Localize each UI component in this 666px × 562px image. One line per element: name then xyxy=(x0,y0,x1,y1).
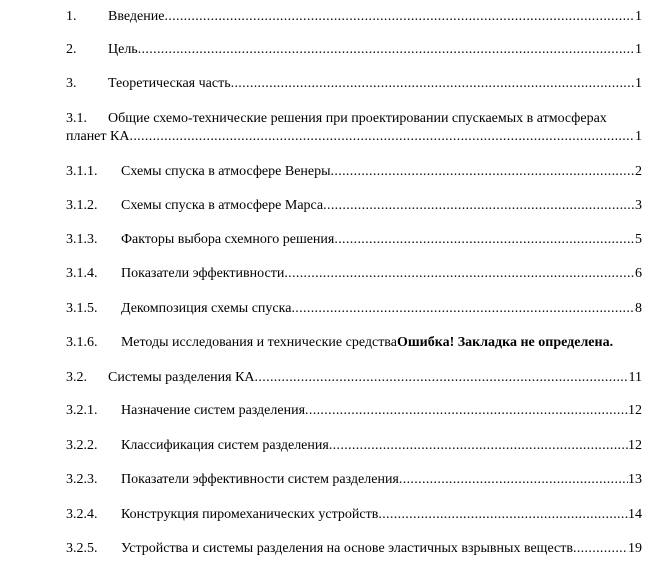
toc-entry-2[interactable] xyxy=(66,41,642,58)
toc-title: Устройства и системы разделения на основе эластичных взрывных веществ xyxy=(121,541,573,556)
toc-leader xyxy=(231,75,635,92)
toc-entry-3-1-3[interactable] xyxy=(66,231,642,248)
toc-entry-3[interactable] xyxy=(66,75,642,92)
toc-title: Назначение систем разделения xyxy=(121,403,306,418)
toc-entry-3-2-3[interactable] xyxy=(66,471,642,488)
toc-leader xyxy=(329,437,628,454)
toc-number: 3.1.4. xyxy=(66,266,98,281)
toc-entry-3-2-5[interactable] xyxy=(66,540,642,557)
toc-page-number: 13 xyxy=(628,472,642,487)
toc-page-number: 8 xyxy=(635,301,642,316)
toc-title: Общие схемо-технические решения при проектировании спускаемых в атмосферах xyxy=(108,111,607,126)
toc-number: 3.1.6. xyxy=(66,335,98,350)
toc-page-number: 1 xyxy=(635,129,642,144)
toc-number: 3.2.5. xyxy=(66,541,98,556)
toc-leader xyxy=(334,231,635,248)
toc-leader xyxy=(284,265,635,282)
toc-title-continuation: планет КА xyxy=(66,129,130,144)
toc-page-number: 3 xyxy=(635,198,642,213)
toc-title-first-line xyxy=(66,110,642,127)
toc-leader xyxy=(331,163,635,180)
toc-title: Классификация систем разделения xyxy=(121,438,329,453)
toc-entry-3-1-1[interactable] xyxy=(66,163,642,180)
toc-number: 3. xyxy=(66,76,77,91)
toc-title: Конструкция пиромеханических устройств xyxy=(121,507,379,522)
toc-entry-3-2[interactable] xyxy=(66,369,642,386)
toc-leader xyxy=(291,300,635,317)
toc-entry-3-1-2[interactable] xyxy=(66,197,642,214)
toc-leader xyxy=(573,540,628,557)
toc-entry-3-2-4[interactable] xyxy=(66,506,642,523)
toc-number: 3.1.3. xyxy=(66,232,98,247)
toc-leader xyxy=(305,402,628,419)
toc-leader xyxy=(164,8,635,25)
toc-entry-3-1-6[interactable] xyxy=(66,334,642,351)
toc-bookmark-error: Ошибка! Закладка не определена. xyxy=(396,335,614,350)
toc-page-number: 2 xyxy=(635,164,642,179)
toc-page-number: 1 xyxy=(635,42,642,57)
toc-number: 3.1. xyxy=(66,111,87,126)
toc-page-number: 6 xyxy=(635,266,642,281)
toc-leader xyxy=(138,41,635,58)
toc-leader xyxy=(399,471,628,488)
toc-entry-3-1-4[interactable] xyxy=(66,265,642,282)
toc-page-number: 12 xyxy=(628,403,642,418)
toc-entry-3-1[interactable] xyxy=(66,110,642,145)
toc-title: Показатели эффективности xyxy=(121,266,285,281)
toc-page-number: 5 xyxy=(635,232,642,247)
toc-page-number: 12 xyxy=(628,438,642,453)
toc-title: Схемы спуска в атмосфере Марса xyxy=(121,198,324,213)
toc-entry-3-2-1[interactable] xyxy=(66,402,642,419)
toc-title: Введение xyxy=(108,9,165,24)
toc-page-number: 11 xyxy=(628,370,642,385)
toc-page-number: 19 xyxy=(628,541,642,556)
toc-number: 3.1.2. xyxy=(66,198,98,213)
toc-leader xyxy=(378,506,628,523)
toc-title-second-line xyxy=(66,128,642,145)
toc-title: Декомпозиция схемы спуска xyxy=(121,301,292,316)
toc-leader xyxy=(129,128,635,145)
toc-page-number: 1 xyxy=(635,76,642,91)
toc-title: Цель xyxy=(108,42,138,57)
toc-number: 3.2.3. xyxy=(66,472,98,487)
toc-entry-3-2-2[interactable] xyxy=(66,437,642,454)
toc-title: Показатели эффективности систем разделения xyxy=(121,472,399,487)
toc-title: Факторы выбора схемного решения xyxy=(121,232,335,247)
toc-number: 3.2.1. xyxy=(66,403,98,418)
toc-entry-1[interactable] xyxy=(66,8,642,25)
toc-title: Системы разделения КА xyxy=(108,370,255,385)
toc-leader xyxy=(323,197,635,214)
toc-title: Теоретическая часть xyxy=(108,76,231,91)
toc-page-number: 14 xyxy=(628,507,642,522)
toc-page-number: 1 xyxy=(635,9,642,24)
toc-title: Схемы спуска в атмосфере Венеры xyxy=(121,164,331,179)
toc-number: 3.1.1. xyxy=(66,164,98,179)
toc-number: 3.1.5. xyxy=(66,301,98,316)
toc-leader xyxy=(255,369,629,386)
toc-number: 1. xyxy=(66,9,77,24)
toc-title: Методы исследования и технические средства xyxy=(121,335,397,350)
toc-number: 3.2. xyxy=(66,370,87,385)
toc-entry-3-1-5[interactable] xyxy=(66,300,642,317)
toc-number: 2. xyxy=(66,42,77,57)
toc-number: 3.2.2. xyxy=(66,438,98,453)
toc-number: 3.2.4. xyxy=(66,507,98,522)
